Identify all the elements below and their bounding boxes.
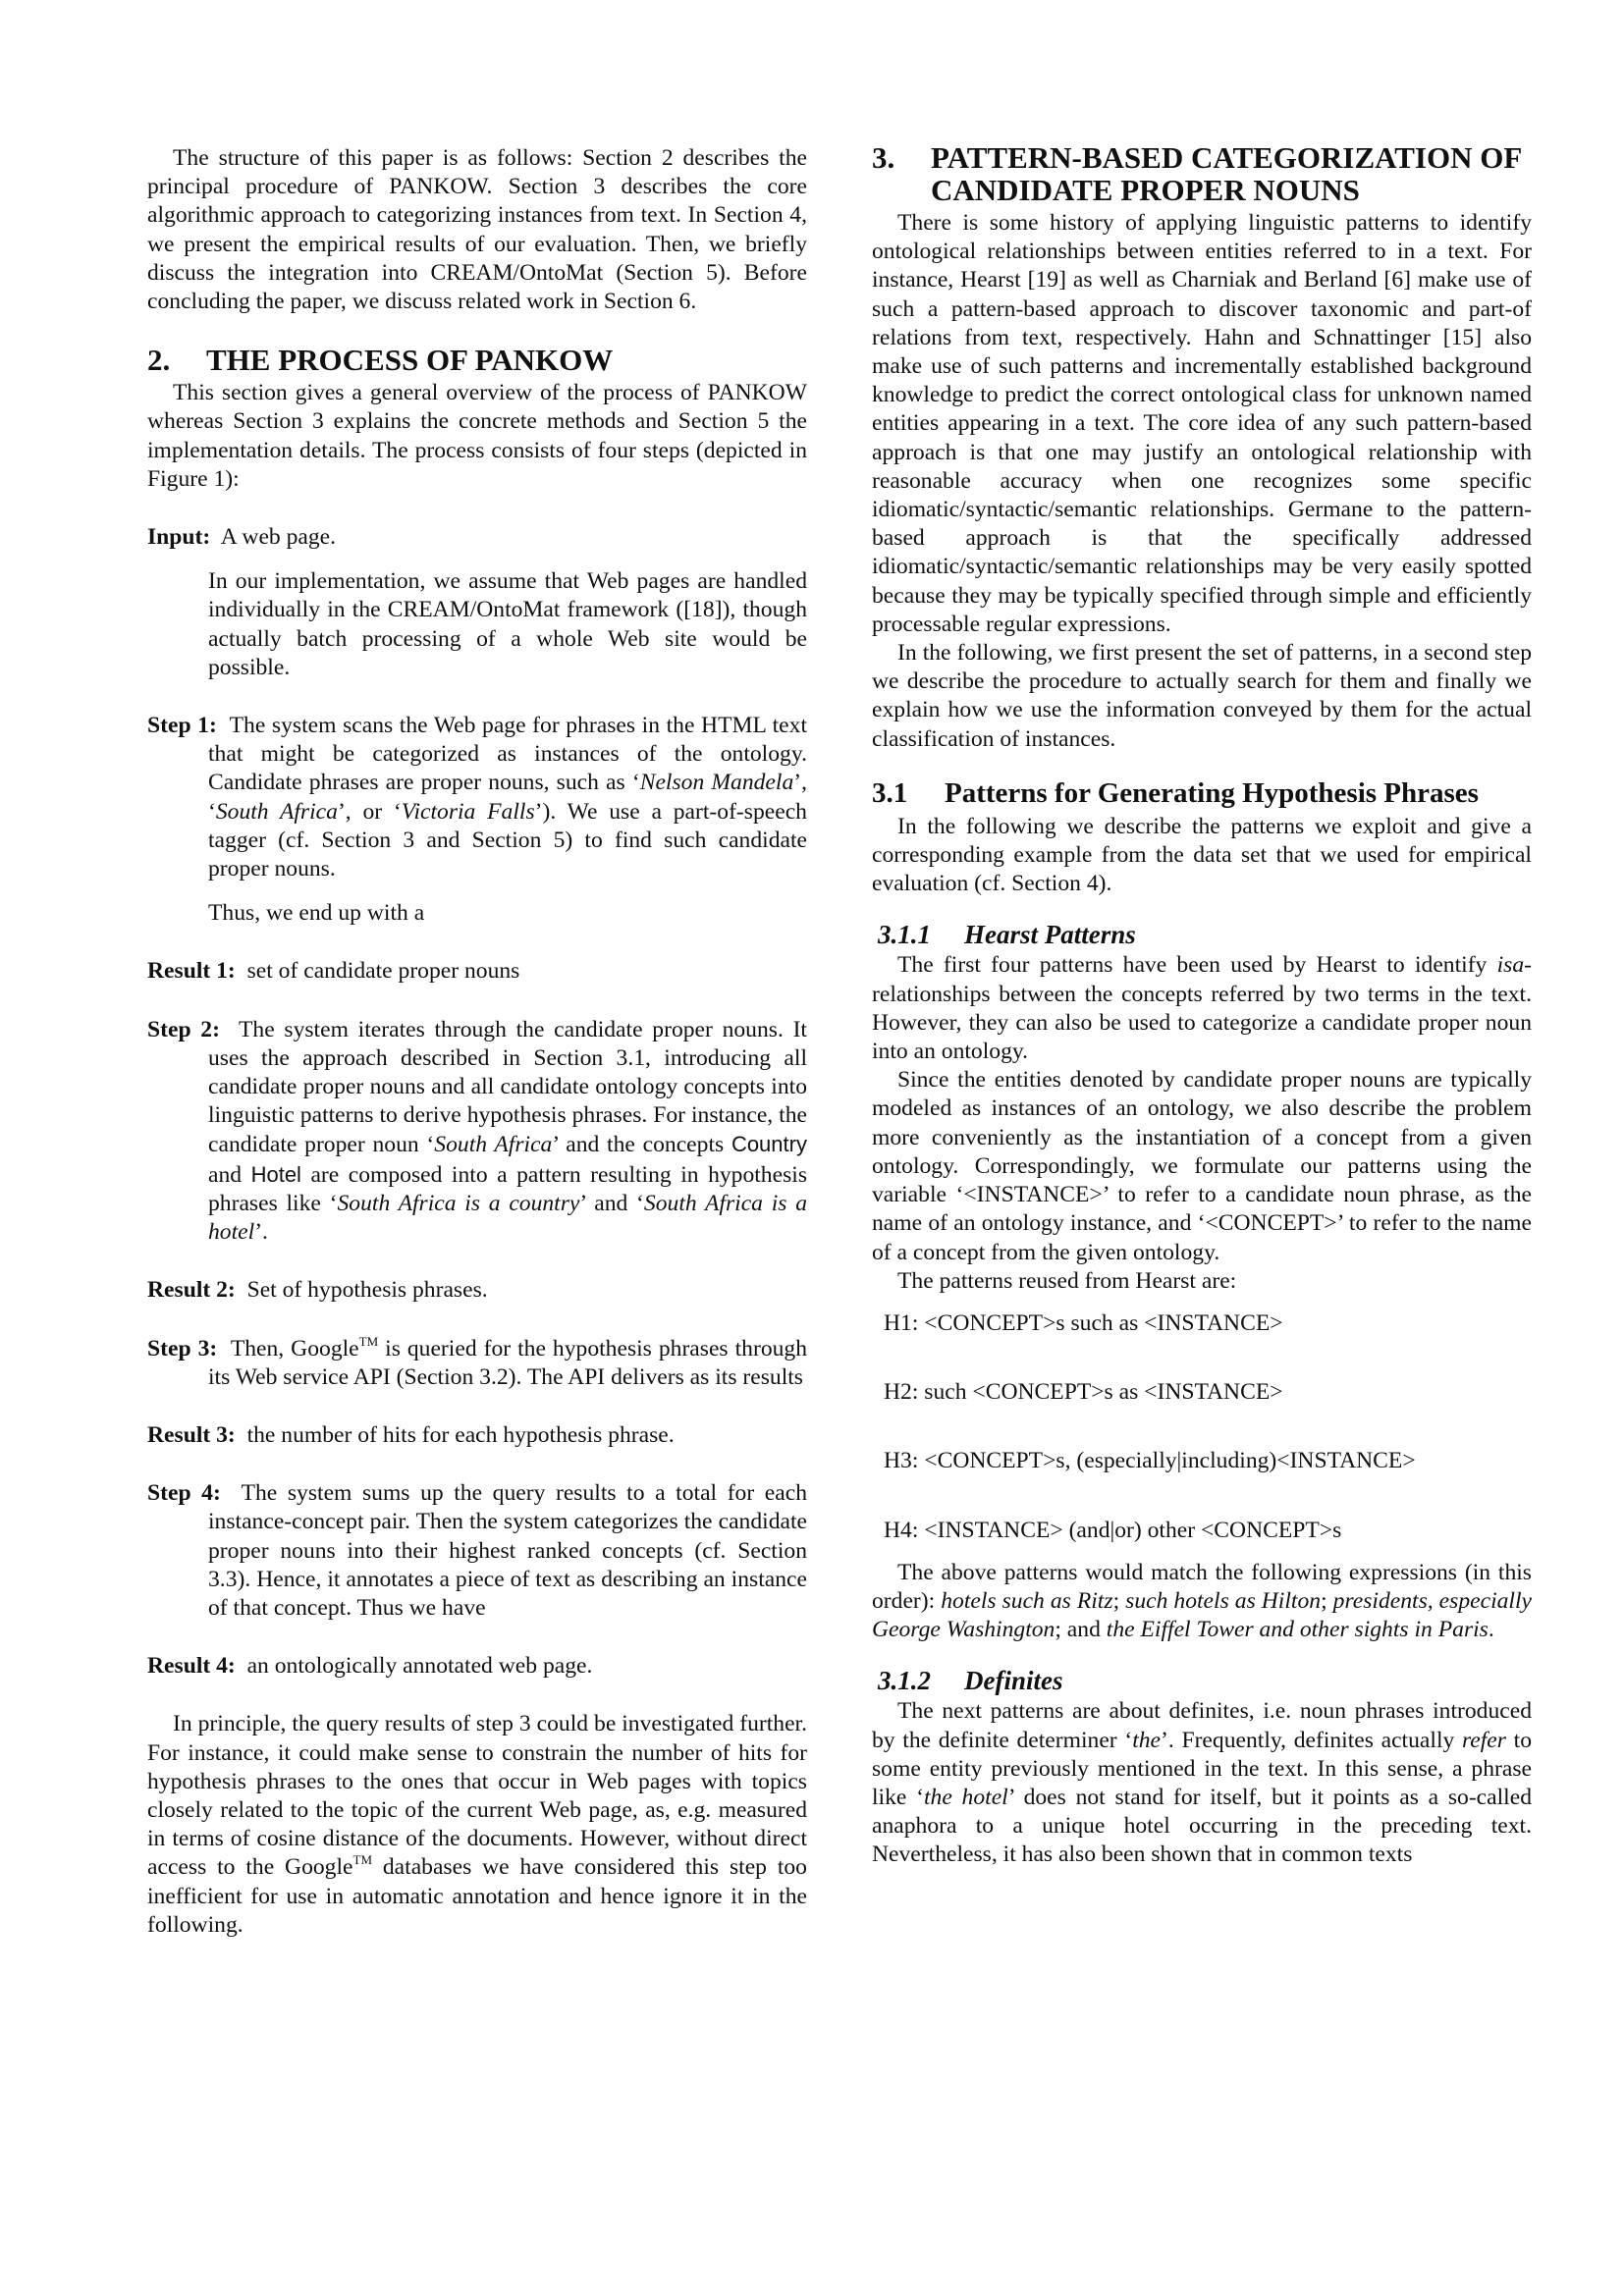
result-1-item — [147, 957, 807, 986]
section-title: Hearst Patterns — [964, 920, 1136, 950]
item-text: The system sums up the query results to a total for each instance-concept pair. Then the system categorizes the candidate proper nouns into their highest ranked concepts (cf. Section 3.3). Hence, it annotates a piece of text as describing an instance of that concept. Thus we have — [208, 1480, 807, 1621]
example-term: such hotels as Hilton — [1125, 1587, 1322, 1614]
result-3-item — [147, 1421, 807, 1450]
step-2-item: Step 2: The system iterates through the candidate proper nouns. It uses the approach described in Section 3.1, introducing all candidate proper nouns and all candidate ontology concepts into linguistic patterns to derive hypothesis phrases. For instance, the candidate proper noun ‘South Africa’ and the concepts Country and Hotel are composed into a pattern resulting in hypothesis phrases like ‘South Africa is a country’ and ‘South Africa is a hotel’. — [147, 1016, 807, 1246]
item-label: Step 4: — [147, 1480, 221, 1507]
section-title: THE PROCESS OF PANKOW — [206, 343, 614, 378]
emphasis-term: isa — [1496, 952, 1525, 979]
example-term: hotels such as Ritz — [941, 1587, 1113, 1614]
intro-paragraph: The structure of this paper is as follows: Section 2 describes the principal procedure of PANKOW. Section 3 describes the core algorithmic approach to categorizing instances from text. In Section 4, we present the empirical results of our evaluation. Then, we briefly discuss the integration into CREAM/OntoMat (Section 5). Before concluding the paper, we discuss related work in Section 6. — [147, 145, 807, 315]
step-1-item: Step 1: The system scans the Web page for phrases in the HTML text that might be categorized as instances of the ontology. Candidate phrases are proper nouns, such as ‘Nelson Mandela’, ‘South Africa’, or ‘Victoria Falls’). We use a part-of-speech tagger (cf. Section 3 and Section 5) to find such candidate proper nouns. — [147, 713, 808, 882]
step-3-item: Step 3: Then, Google™ is queried for the hypothesis phrases through its Web service API (Section 3.2). The API delivers as its results — [147, 1333, 808, 1390]
section-number: 3.1.1 — [878, 920, 931, 950]
result-4-item — [147, 1652, 807, 1681]
result-2-item — [147, 1276, 807, 1305]
item-text: set of candidate proper nouns — [246, 958, 520, 985]
pattern-h2: H2: such <CONCEPT>s as <INSTANCE> — [884, 1379, 1283, 1406]
example-term: South Africa is a hotel — [208, 1190, 807, 1246]
section-2-heading — [147, 344, 807, 376]
section-3-1-paragraph: In the following we describe the patterns we exploit and give a corresponding example from the data set that we used for empirical evaluation (cf. Section 4). — [872, 813, 1532, 897]
example-term: South Africa is a country — [337, 1190, 580, 1216]
item-text: Set of hypothesis phrases. — [246, 1277, 488, 1304]
step-1-followup: Thus, we end up with a — [208, 900, 425, 927]
section-3-1-2-heading — [872, 1666, 1532, 1695]
example-term: the Eiffel Tower and other sights in Paris — [1106, 1617, 1489, 1643]
section-3-1-heading — [872, 777, 1532, 809]
hearst-paragraph-2: Since the entities denoted by candidate proper nouns are typically modeled as instances of an ontology, we also describe the problem more conveniently as the instantiation of a concept from a given ontology. Correspondingly, we formulate our patterns using the variable ‘<INSTANCE>’ to refer to a candidate noun phrase, as the name of an ontology instance, and ‘<CONCEPT>’ to refer to the name of a concept from the given ontology. — [872, 1067, 1532, 1265]
emphasis-term: refer — [1461, 1727, 1506, 1753]
emphasis-term: the — [1132, 1727, 1162, 1753]
section-3-paragraph-1: There is some history of applying linguistic patterns to identify ontological relationships between entities referred to in a text. For instance, Hearst [19] as well as Charniak and Berland [6] make use of such a pattern-based approach to discover taxonomic and part-of relations from text, respectively. Hahn and Schnattinger [15] also make use of such patterns and incrementally established background knowledge to predict the correct ontological class for unknown named entities appearing in a text. The core idea of any such pattern-based approach is that one may justify an ontological relationship with reasonable accuracy when one recognizes some specific idiomatic/syntactic/semantic relationships. Germane to the pattern-based approach is that the specifically addressed idiomatic/syntactic/semantic relationships may be very easily spotted because they may be typically specified through simple and efficiently processable regular expressions. — [872, 210, 1532, 637]
item-text: the number of hits for each hypothesis phrase. — [246, 1421, 675, 1448]
item-text: an ontologically annotated web page. — [246, 1653, 593, 1680]
section-number: 3.1.2 — [878, 1666, 931, 1696]
emphasis-term: the hotel — [923, 1784, 1008, 1810]
pattern-h4: H4: <INSTANCE> (and|or) other <CONCEPT>s — [884, 1517, 1342, 1543]
example-term: presidents, especially George Washington — [872, 1587, 1533, 1643]
item-text: A web page. — [220, 524, 337, 551]
concept-name: Country — [731, 1132, 807, 1157]
input-item — [147, 523, 807, 552]
pattern-h3: H3: <CONCEPT>s, (especially|including)<INSTANCE> — [884, 1448, 1416, 1474]
example-term: South Africa — [215, 798, 338, 825]
section-number: 3.1 — [872, 776, 908, 809]
hearst-paragraph-1: The first four patterns have been used by Hearst to identify isa-relationships between the concepts referred by two terms in the text. However, they can also be used to categorize a candidate proper noun into an ontology. — [872, 952, 1532, 1065]
example-term: South Africa — [434, 1132, 553, 1158]
item-label: Step 3: — [147, 1335, 218, 1362]
closing-paragraph: In principle, the query results of step 3 could be investigated further. For instance, it could make sense to constrain the number of hits for hypothesis phrases to the ones that occur in Web pages with topics closely related to the topic of the current Web page, as, e.g. measured in terms of cosine distance of the documents. However, without direct access to the Google™ databases we have considered this step too inefficient for use in automatic annotation and hence ignore it in the following. — [147, 1711, 807, 1938]
section-title: Definites — [964, 1666, 1063, 1696]
right-column — [872, 141, 1532, 1870]
example-term: Victoria Falls — [401, 798, 535, 825]
concept-name: Hotel — [250, 1161, 301, 1187]
section-2-paragraph: This section gives a general overview of the process of PANKOW whereas Section 3 explains the concrete methods and Section 5 the implementation details. The process consists of four steps (depicted in Figure 1): — [147, 380, 807, 492]
section-3-heading — [872, 141, 1532, 206]
input-body: In our implementation, we assume that Web pages are handled individually in the CREAM/OntoMat framework ([18]), though actually batch processing of a whole Web site would be possible. — [208, 568, 807, 680]
section-3-1-1-heading — [872, 920, 1532, 949]
item-label: Result 3: — [147, 1421, 236, 1448]
trademark-mark: TM — [358, 1333, 379, 1349]
section-title: PATTERN-BASED CATEGORIZATION OF CANDIDATE PROPER NOUNS — [931, 140, 1522, 207]
left-column — [147, 144, 807, 1940]
item-label: Step 1: — [147, 713, 217, 739]
example-term: Nelson Mandela — [639, 770, 794, 796]
item-label: Step 2: — [147, 1016, 220, 1042]
step-4-item — [147, 1479, 807, 1623]
definites-paragraph: The next patterns are about definites, i.e. noun phrases introduced by the definite determiner ‘the’. Frequently, definites actually refer to some entity previously mentioned in the text. In this sense, a phrase like ‘the hotel’ does not stand for itself, but it points as a so-called anaphora to a unique hotel occurring in the preceding text. Nevertheless, it has also been shown that in common texts — [872, 1698, 1533, 1868]
section-title: Patterns for Generating Hypothesis Phrases — [945, 776, 1479, 809]
trademark-mark: TM — [352, 1852, 372, 1868]
section-number: 2. — [147, 343, 171, 378]
hearst-paragraph-3: The patterns reused from Hearst are: — [897, 1267, 1237, 1294]
pattern-h1: H1: <CONCEPT>s such as <INSTANCE> — [884, 1309, 1283, 1336]
section-number: 3. — [872, 140, 895, 175]
hearst-paragraph-4: The above patterns would match the following expressions (in this order): hotels such as Ritz; such hotels as Hilton; presidents, especially George Washington; and the Eiffel Tower and other sights in Paris. — [872, 1559, 1533, 1643]
item-label: Result 1: — [147, 958, 236, 985]
item-label: Input: — [147, 524, 211, 551]
item-label: Result 2: — [147, 1277, 236, 1304]
item-label: Result 4: — [147, 1653, 236, 1680]
section-3-paragraph-2: In the following, we first present the set of patterns, in a second step we describe the procedure to actually search for them and finally we explain how we use the information conveyed by them for the actual classification of instances. — [872, 640, 1532, 752]
